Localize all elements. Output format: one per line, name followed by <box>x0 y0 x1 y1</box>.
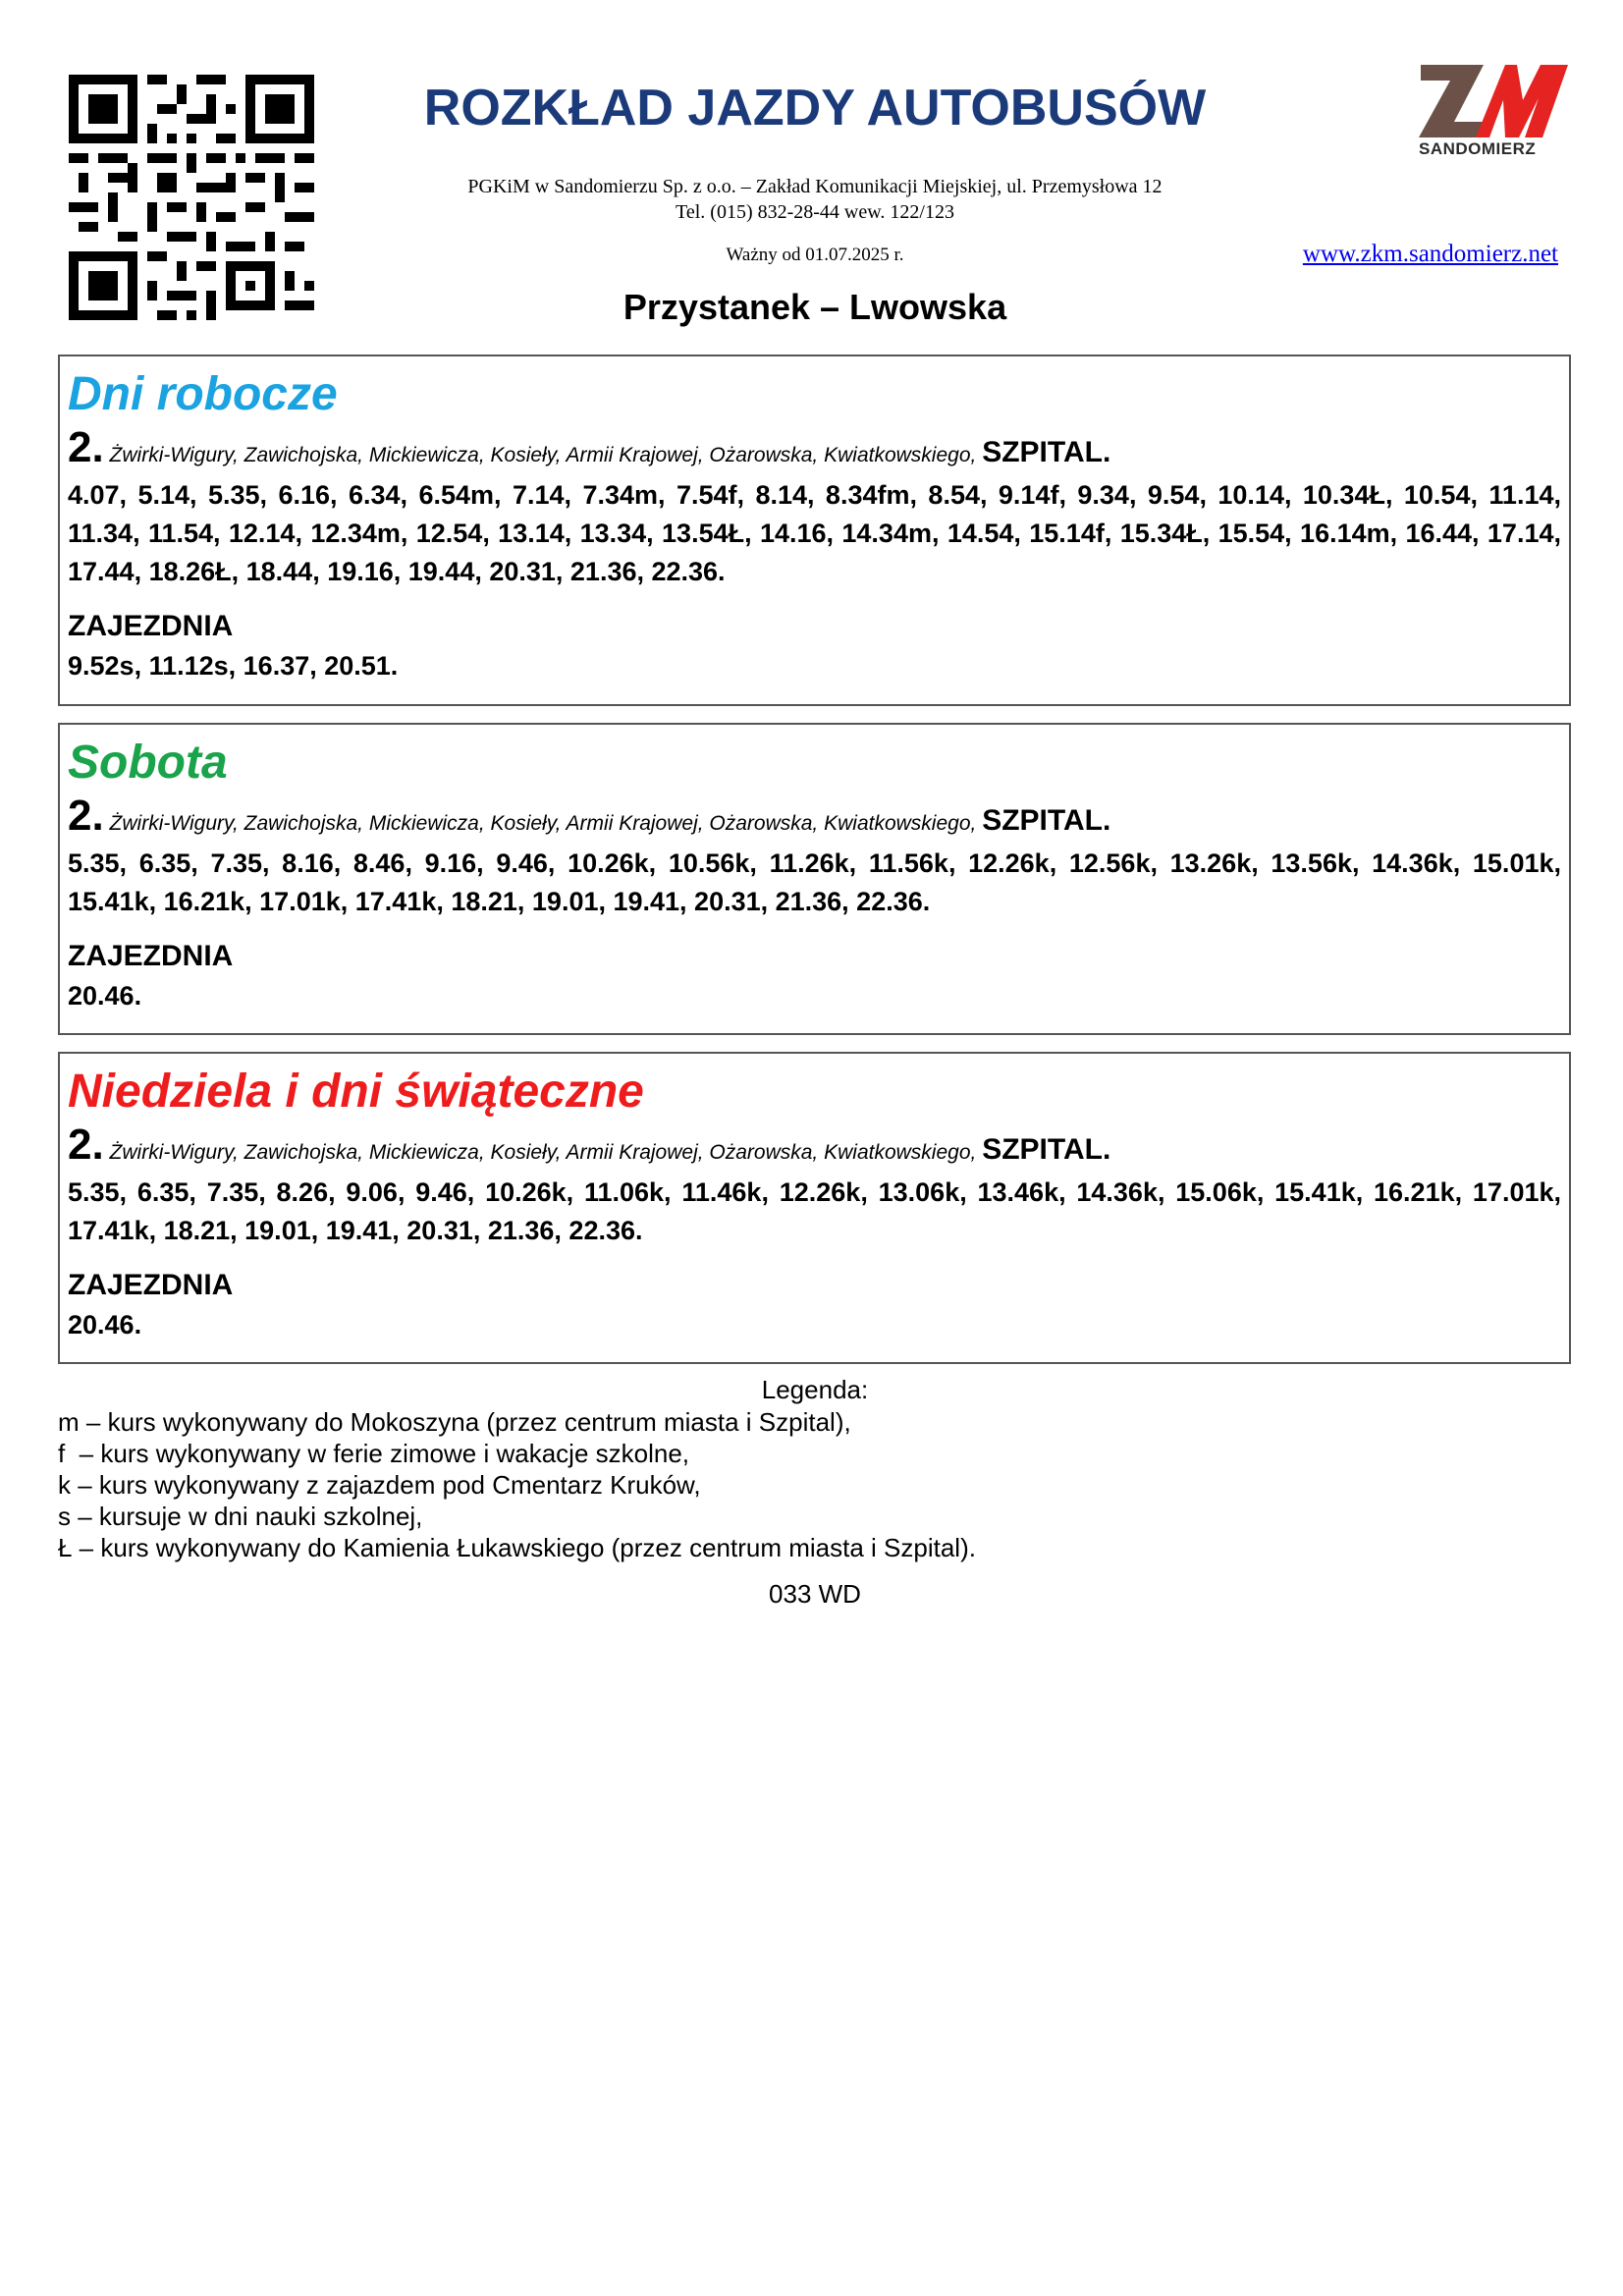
departure-times: 5.35, 6.35, 7.35, 8.16, 8.46, 9.16, 9.46, 10.26k, 10.56k, 11.26k, 11.56k, 12.26k, 12.56k, 13.26k, 13.56k, 14.36k, 15.01k, 15.41k, 16.21k, 17.01k, 17.41k, 18.21, 19.01, 19.41, 20.31, 21.36, 22.36. <box>68 848 1561 916</box>
timetable-code: 033 WD <box>769 1579 861 1609</box>
route-line <box>68 423 1561 472</box>
day-title-weekday: Dni robocze <box>68 368 338 420</box>
route-line <box>68 1121 1561 1170</box>
company-address: PGKiM w Sandomierzu Sp. z o.o. – Zakład Komunikacji Miejskiej, ul. Przemysłowa 12 <box>467 176 1163 197</box>
route-number: 2. <box>68 423 104 471</box>
stop-name: Przystanek – Lwowska <box>622 287 1007 327</box>
timetable-saturday <box>58 723 1571 1035</box>
route-via: Żwirki-Wigury, Zawichojska, Mickiewicza, Kosieły, Armii Krajowej, Ożarowska, Kwiatkowskiego, <box>109 1141 977 1164</box>
legend-item: s – kursuje w dni nauki szkolnej, <box>58 1502 423 1531</box>
depot-times: 20.46. <box>68 981 142 1011</box>
depot-label: ZAJEZDNIA <box>68 1269 234 1301</box>
timetable-sunday <box>58 1052 1571 1364</box>
departure-times: 4.07, 5.14, 5.35, 6.16, 6.34, 6.54m, 7.14, 7.34m, 7.54f, 8.14, 8.34fm, 8.54, 9.14f, 9.34, 9.54, 10.14, 10.34Ł, 10.54, 11.14, 11.34, 11.54, 12.14, 12.34m, 12.54, 13.14, 13.34, 13.54Ł, 14.16, 14.34m, 14.54, 15.14f, 15.34Ł, 15.54, 16.14m, 16.44, 17.14, 17.44, 18.26Ł, 18.44, 19.16, 19.44, 20.31, 21.36, 22.36. <box>68 480 1561 586</box>
depot-times: 20.46. <box>68 1310 142 1339</box>
website-link[interactable]: www.zkm.sandomierz.net <box>1302 241 1558 267</box>
logo-city-text: SANDOMIERZ <box>1419 139 1537 158</box>
legend-item: Ł – kurs wykonywany do Kamienia Łukawskiego (przez centrum miasta i Szpital). <box>58 1533 976 1562</box>
page-title: ROZKŁAD JAZDY AUTOBUSÓW <box>423 80 1207 137</box>
qr-code <box>69 75 314 320</box>
depot-label: ZAJEZDNIA <box>68 940 234 972</box>
route-destination: SZPITAL. <box>982 436 1111 468</box>
route-number: 2. <box>68 792 104 840</box>
valid-from: Ważny od 01.07.2025 r. <box>726 245 904 265</box>
timetable-weekday <box>58 355 1571 706</box>
company-phone: Tel. (015) 832-28-44 wew. 122/123 <box>676 201 954 223</box>
legend-item: f – kurs wykonywany w ferie zimowe i wakacje szkolne, <box>58 1439 690 1468</box>
legend-item: m – kurs wykonywany do Mokoszyna (przez centrum miasta i Szpital), <box>58 1407 851 1437</box>
route-destination: SZPITAL. <box>982 1133 1111 1166</box>
route-destination: SZPITAL. <box>982 804 1111 837</box>
day-title-sunday: Niedziela i dni świąteczne <box>68 1066 644 1118</box>
route-via: Żwirki-Wigury, Zawichojska, Mickiewicza, Kosieły, Armii Krajowej, Ożarowska, Kwiatkowskiego, <box>109 812 977 835</box>
zm-logo-icon <box>1415 61 1572 139</box>
depot-label: ZAJEZDNIA <box>68 610 234 642</box>
legend-item: k – kurs wykonywany z zajazdem pod Cmentarz Kruków, <box>58 1470 701 1500</box>
route-line <box>68 792 1561 841</box>
zkm-logo <box>1415 61 1572 159</box>
route-via: Żwirki-Wigury, Zawichojska, Mickiewicza, Kosieły, Armii Krajowej, Ożarowska, Kwiatkowskiego, <box>109 444 977 466</box>
day-title-saturday: Sobota <box>68 737 228 789</box>
company-info <box>324 174 1306 225</box>
legend-title: Legenda: <box>761 1375 869 1404</box>
departure-times: 5.35, 6.35, 7.35, 8.26, 9.06, 9.46, 10.26k, 11.06k, 11.46k, 12.26k, 13.06k, 13.46k, 14.36k, 15.06k, 15.41k, 16.21k, 17.01k, 17.41k, 18.21, 19.01, 19.41, 20.31, 21.36, 22.36. <box>68 1177 1561 1245</box>
legend <box>58 1406 976 1563</box>
route-number: 2. <box>68 1121 104 1169</box>
depot-times: 9.52s, 11.12s, 16.37, 20.51. <box>68 651 399 681</box>
